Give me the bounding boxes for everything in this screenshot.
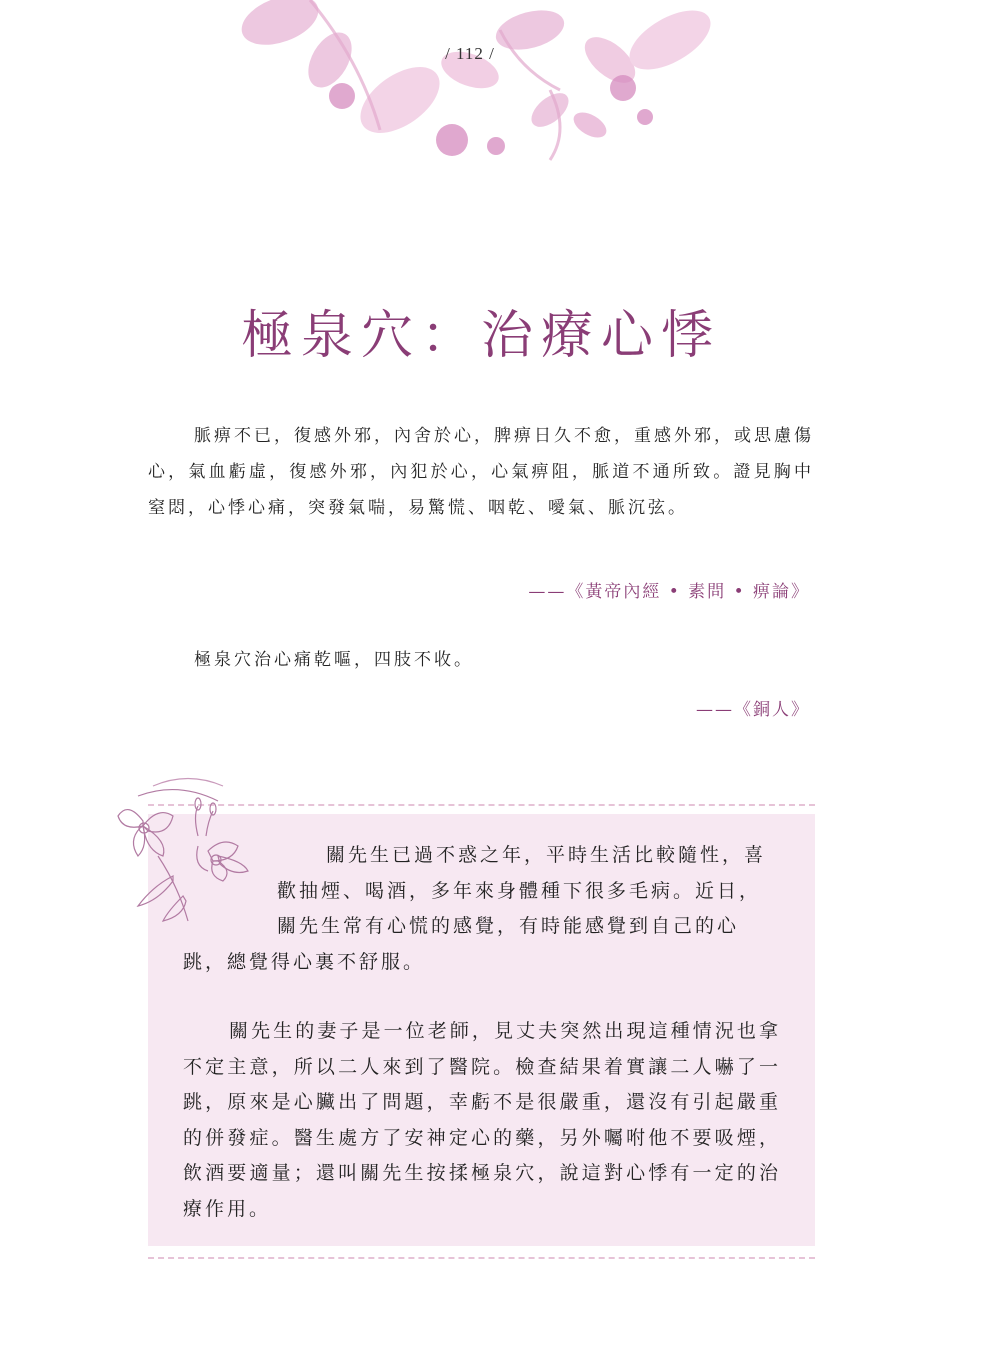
page-number: / 112 / [445,44,495,63]
story-paragraph-1-line-1: 關先生已過不惑之年，平時生活比較隨性，喜 [326,844,767,866]
orchid-illustration [98,776,298,926]
story-paragraph-1-line-4: 跳，總覺得心裏不舒服。 [183,951,426,973]
story-paragraph-1-line-2: 歡抽煙、喝酒，多年來身體種下很多毛病。近日， [277,880,762,902]
quote-source-1: ——《黃帝內經 • 素問 • 痹論》 [528,582,810,602]
story-paragraph-2: 關先生的妻子是一位老師，見丈夫突然出現這種情況也拿不定主意，所以二人來到了醫院。檢查結果着實讓二人嚇了一跳，原來是心臟出了問題，幸虧不是很嚴重，還沒有引起嚴重的併發症。醫生處方了安神定心的藥，另外囑咐他不要吸煙，飲酒要適量；還叫關先生按揉極泉穴，說這對心悸有一定的治療作用。 [183,1020,781,1220]
quote-source-2: ——《銅人》 [696,700,810,720]
classical-quote-1: 脈痹不已，復感外邪，內舍於心，脾痹日久不愈，重感外邪，或思慮傷心，氣血虧虛，復感外邪，內犯於心，心氣痹阻，脈道不通所致。證見胸中窒悶，心悸心痛，突發氣喘，易驚慌、咽乾、噯氣、脈沉弦。 [148,426,814,518]
story-box-bottom-divider [148,1257,815,1259]
page-title: 極泉穴：治療心悸 [240,305,721,366]
classical-quote-2: 極泉穴治心痛乾嘔，四肢不收。 [194,650,474,670]
story-paragraph-1-line-3: 關先生常有心慌的感覺，有時能感覺到自己的心 [277,915,740,937]
floral-header-decoration [220,0,740,170]
